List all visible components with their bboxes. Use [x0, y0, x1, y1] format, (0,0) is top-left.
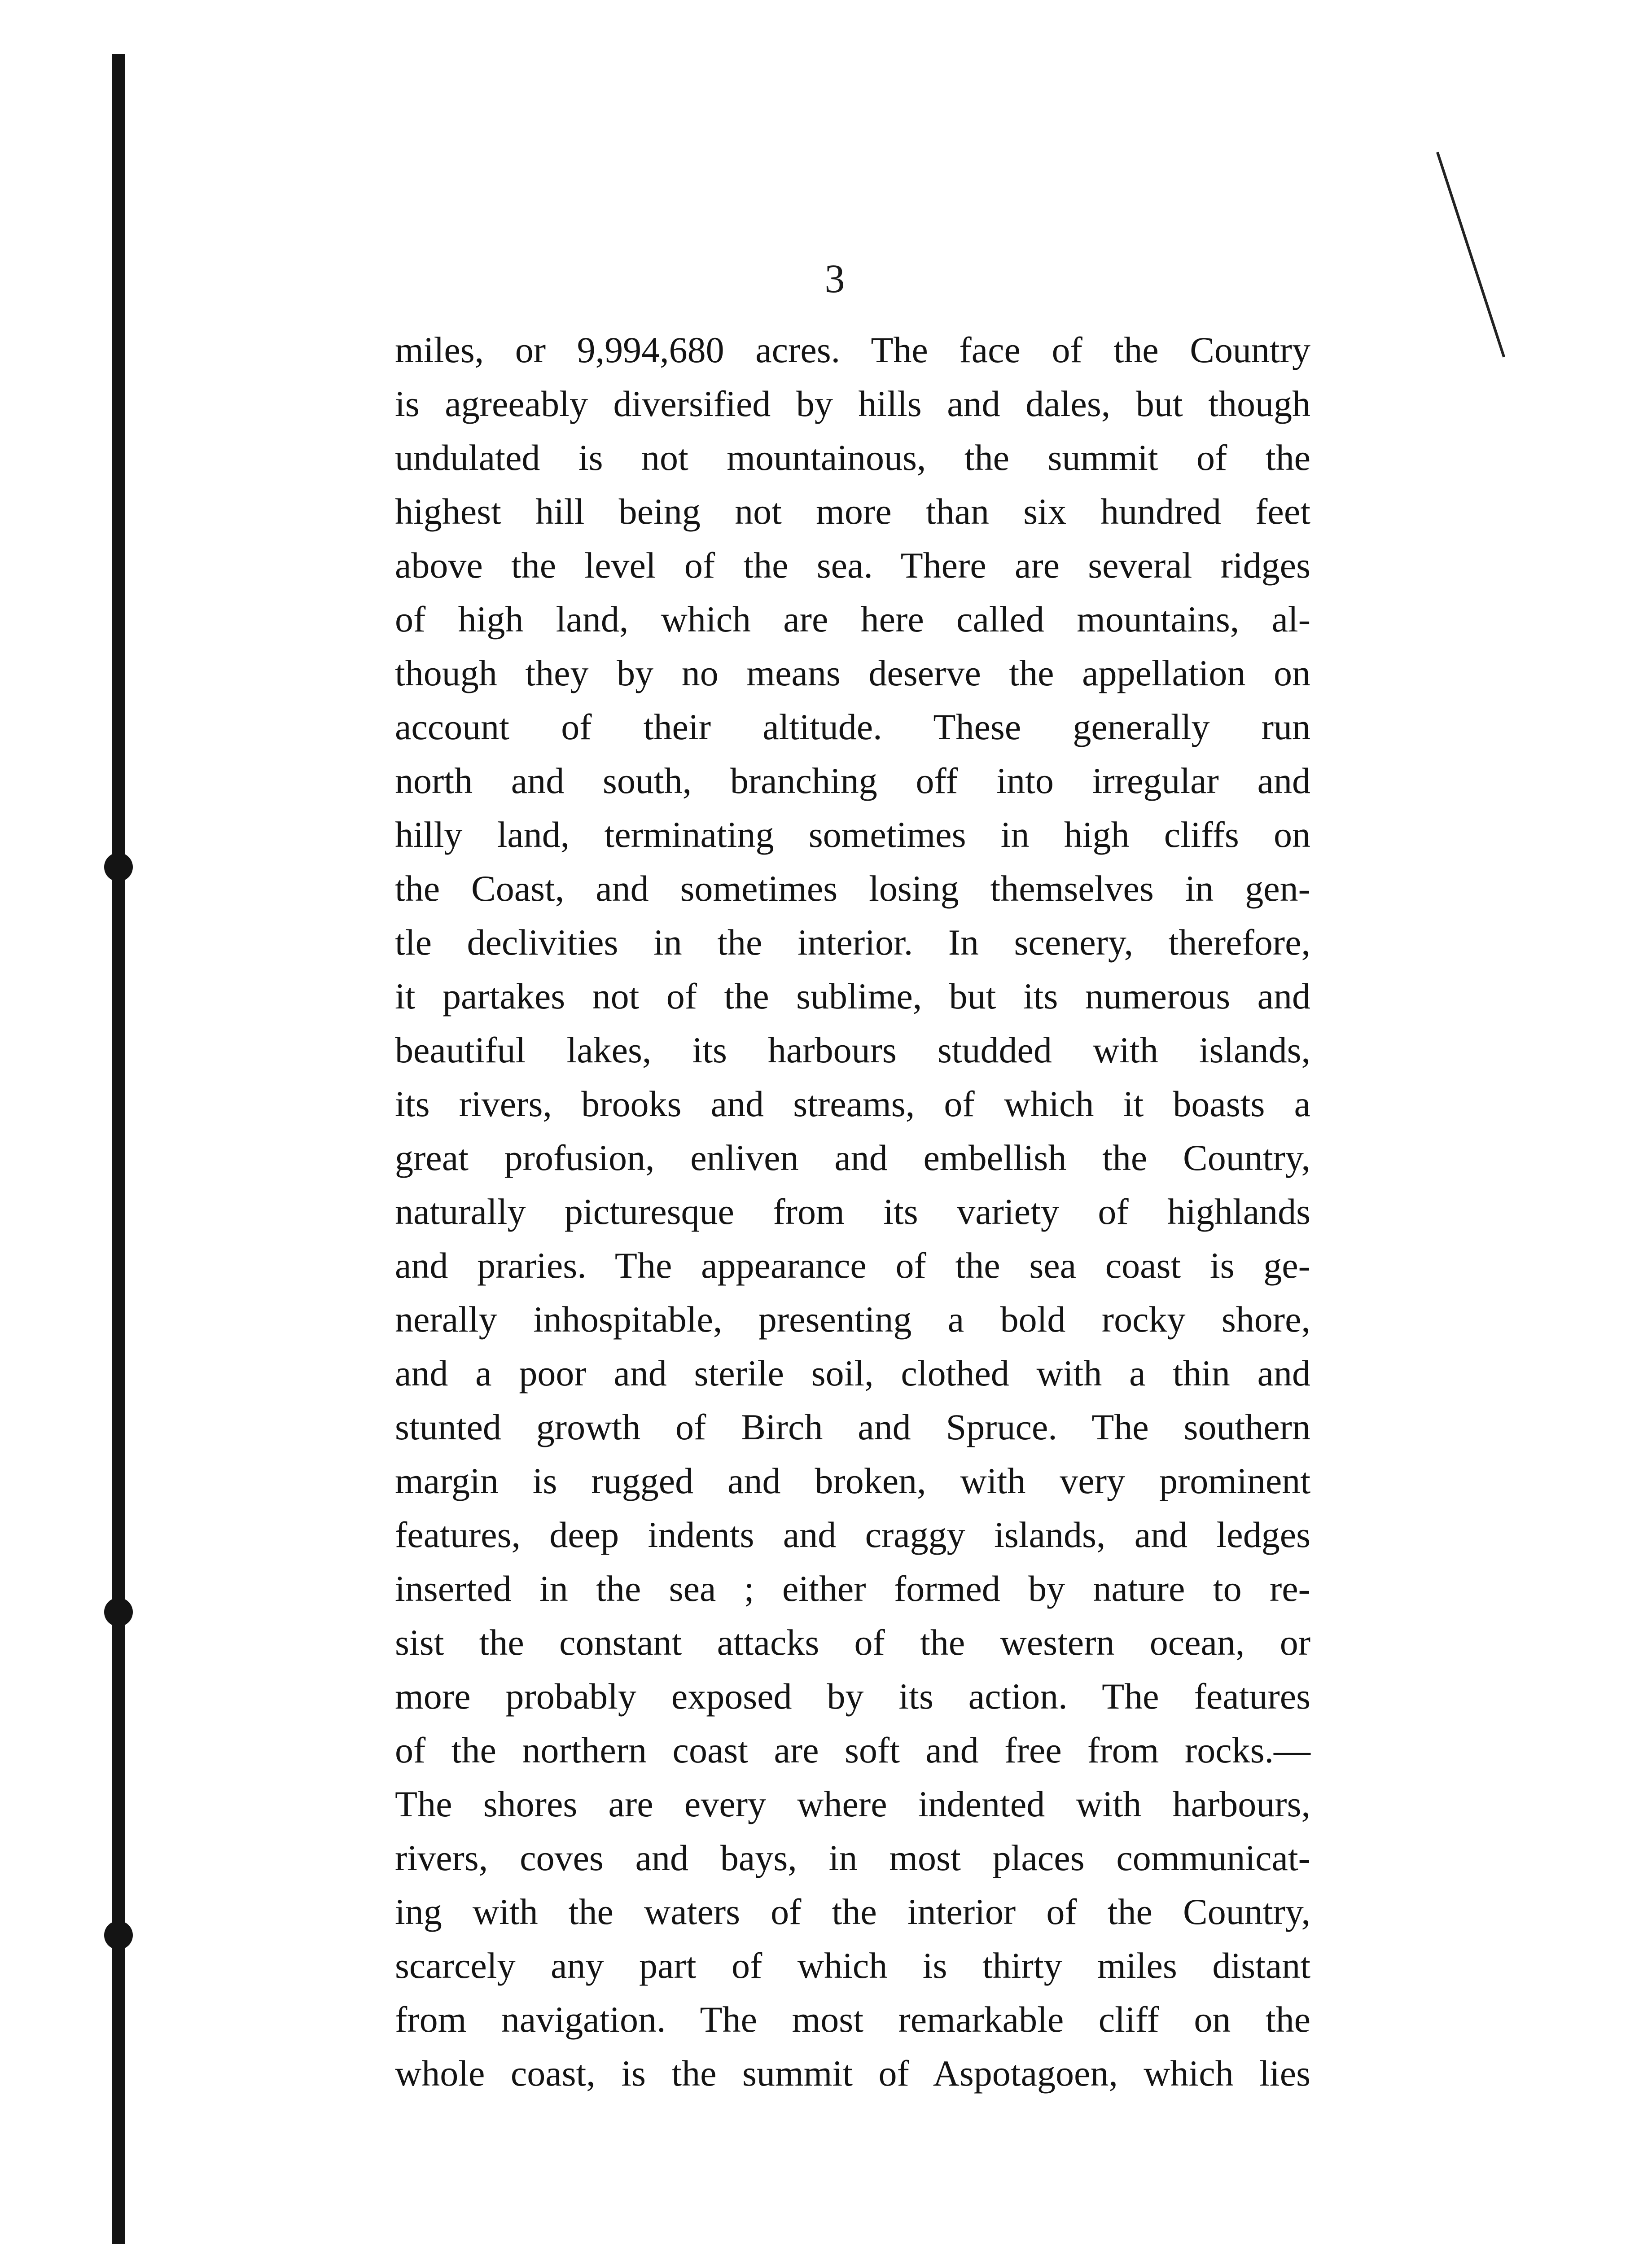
text-line: account of their altitude. These generally run: [395, 706, 1310, 747]
text-line: more probably exposed by its action. The features: [395, 1676, 1310, 1717]
text-line: it partakes not of the sublime, but its numerous and: [395, 976, 1310, 1017]
text-line: great profusion, enliven and embellish the Country,: [395, 1137, 1310, 1178]
text-line: naturally picturesque from its variety of highlands: [395, 1191, 1310, 1232]
text-line: hilly land, terminating sometimes in high cliffs on: [395, 814, 1310, 855]
scan-mark: [1436, 152, 1505, 357]
text-line: tle declivities in the interior. In scenery, therefore,: [395, 922, 1310, 963]
text-line: scarcely any part of which is thirty miles distant: [395, 1945, 1310, 1986]
text-line: inserted in the sea ; either formed by nature to re-: [395, 1568, 1310, 1609]
text-line: above the level of the sea. There are several ridges: [395, 545, 1310, 586]
page-number: 3: [824, 257, 845, 301]
text-line: beautiful lakes, its harbours studded with islands,: [395, 1030, 1310, 1070]
text-line: the Coast, and sometimes losing themselves in gen-: [395, 868, 1310, 909]
text-line: north and south, branching off into irregular and: [395, 760, 1310, 801]
text-line: margin is rugged and broken, with very prominent: [395, 1460, 1310, 1501]
binding-knot: [104, 853, 133, 881]
text-line: sist the constant attacks of the western ocean, or: [395, 1622, 1310, 1663]
text-line: nerally inhospitable, presenting a bold rocky shore,: [395, 1299, 1310, 1340]
text-line: ing with the waters of the interior of the Country,: [395, 1891, 1310, 1932]
text-line: and praries. The appearance of the sea coast is ge-: [395, 1245, 1310, 1286]
text-line: though they by no means deserve the appellation on: [395, 653, 1310, 693]
text-line: rivers, coves and bays, in most places communicat-: [395, 1837, 1310, 1878]
text-line: of the northern coast are soft and free from rocks.—: [395, 1730, 1310, 1771]
binding-knot: [104, 1598, 133, 1626]
text-line: miles, or 9,994,680 acres. The face of the Country: [395, 329, 1310, 370]
text-line: of high land, which are here called mountains, al-: [395, 599, 1310, 640]
text-line: The shores are every where indented with harbours,: [395, 1784, 1310, 1824]
text-line: highest hill being not more than six hundred feet: [395, 491, 1310, 532]
text-line: from navigation. The most remarkable cliff on the: [395, 1999, 1310, 2040]
text-line: its rivers, brooks and streams, of which it boasts a: [395, 1083, 1310, 1124]
text-line: undulated is not mountainous, the summit of the: [395, 437, 1310, 478]
text-line: and a poor and sterile soil, clothed with a thin and: [395, 1353, 1310, 1394]
text-line: is agreeably diversified by hills and dales, but though: [395, 383, 1310, 424]
binding-knot: [104, 1921, 133, 1950]
text-line: stunted growth of Birch and Spruce. The southern: [395, 1407, 1310, 1447]
text-line: whole coast, is the summit of Aspotagoen, which lies: [395, 2053, 1310, 2094]
text-line: features, deep indents and craggy islands, and ledges: [395, 1514, 1310, 1555]
binding-edge: [112, 54, 125, 2244]
